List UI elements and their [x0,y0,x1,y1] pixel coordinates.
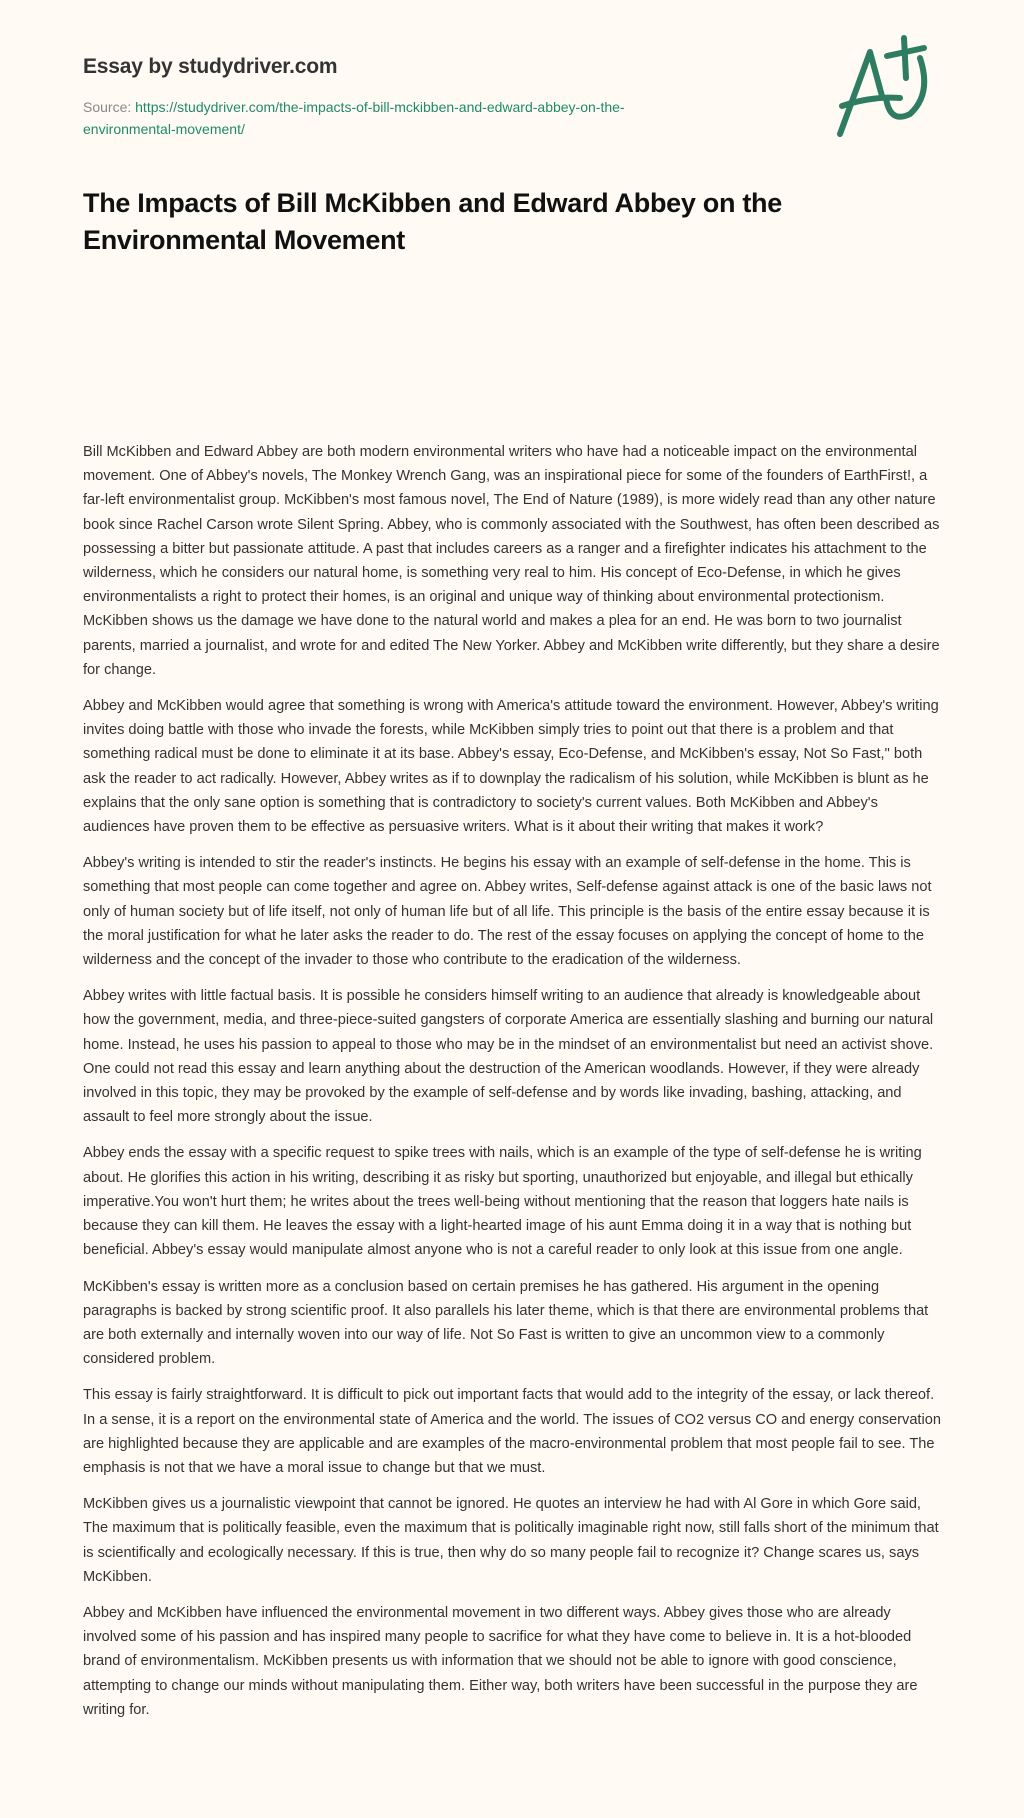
paragraph: Abbey and McKibben have influenced the environmental movement in two different ways. Abbey gives those who are already involved some of his passion and has inspired many people to sacrifice for what they have come to believe in. It is a hot-blooded brand of environmentalism. McKibben presents us with information that we should not be able to ignore with good conscience, attempting to change our minds without manipulating them. Either way, both writers have been successful in the purpose they are writing for. [83,1604,918,1718]
paragraph: McKibben gives us a journalistic viewpoint that cannot be ignored. He quotes an interview he had with Al Gore in which Gore said, The maximum that is politically feasible, even the maximum that is politically imaginable right now, still falls short of the minimum that is scientifically and ecologically necessary. If this is true, then why do so many people fail to recognize it? Change scares us, says McKibben. [83,1496,939,1585]
site-title: Essay by studydriver.com [83,55,338,78]
essay-body [83,140,941,1722]
paragraph: Abbey writes with little factual basis. It is possible he considers himself writing to an audience that already is knowledgeable about how the government, media, and three-piece-suited gangsters of corporate America are essentially slashing and burning our natural home. Instead, he uses his passion to appeal to those who may be in the mindset of an environmentalist but need an activist shove. One could not read this essay and learn anything about the destruction of the American woodlands. However, if they were already involved in this topic, they may be provoked by the example of self-defense and by words like invading, bashing, attacking, and assault to feel more strongly about the issue. [83,988,934,1126]
paragraph: Abbey ends the essay with a specific request to spike trees with nails, which is an example of the type of self-defense he is writing about. He glorifies this action in his writing, describing it as risky but sporting, unauthorized but enjoyable, and illegal but ethically imperative.You won't hurt them; he writes about the trees well-being without mentioning that the reason that loggers hate nails is because they can kill them. He leaves the essay with a light-hearted image of his aunt Emma doing it in a way that is nothing but beneficial. Abbey's essay would manipulate almost anyone who is not a careful reader to only look at this issue from one angle. [83,1145,922,1259]
essay-title: The Impacts of Bill McKibben and Edward Abbey on the Environmental Movement [83,188,782,255]
paragraph: Abbey and McKibben would agree that something is wrong with America's attitude toward the environment. However, Abbey's writing invites doing battle with those who invade the forests, while McKibben simply tries to point out that there is a problem and that something radical must be done to eliminate it at its base. Abbey's essay, Eco-Defense, and McKibben's essay, Not So Fast," both ask the reader to act radically. However, Abbey writes as if to downplay the radicalism of his solution, while McKibben is blunt as he explains that the only sane option is something that is contradictory to society's current values. Both McKibben and Abbey's audiences have proven them to be effective as persuasive writers. What is it about their writing that makes it work? [83,698,939,836]
source-label: Source: [83,99,136,115]
source-link[interactable]: https://studydriver.com/the-impacts-of-bill-mckibben-and-edward-abbey-on-the-environmental-movement/ [83,99,625,137]
a-plus-logo-icon [832,34,932,144]
paragraph: This essay is fairly straightforward. It is difficult to pick out important facts that would add to the integrity of the essay, or lack thereof. In a sense, it is a report on the environmental state of America and the world. The issues of CO2 versus CO and energy conservation are highlighted because they are applicable and are examples of the macro-environmental problem that most people fail to see. The emphasis is not that we have a moral issue to change but that we must. [83,1387,941,1476]
paragraph: Abbey's writing is intended to stir the reader's instincts. He begins his essay with an example of self-defense in the home. This is something that most people can come together and agree on. Abbey writes, Self-defense against attack is one of the basic laws not only of human society but of life itself, not only of human life but of all life. This principle is the basis of the entire essay because it is the moral justification for what he later asks the reader to do. The rest of the essay focuses on applying the concept of home to the wilderness and the concept of the invader to those who contribute to the eradication of the wilderness. [83,855,932,969]
paragraph: McKibben's essay is written more as a conclusion based on certain premises he has gathered. His argument in the opening paragraphs is backed by strong scientific proof. It also parallels his later theme, which is that there are environmental problems that are both externally and internally woven into our way of life. Not So Fast is written to give an uncommon view to a commonly considered problem. [83,1278,929,1368]
source-line [83,96,643,140]
paragraph: Bill McKibben and Edward Abbey are both modern environmental writers who have had a noticeable impact on the environmental movement. One of Abbey's novels, The Monkey Wrench Gang, was an inspirational piece for some of the founders of EarthFirst!, a far-left environmentalist group. McKibben's most famous novel, The End of Nature (1989), is more widely read than any other nature book since Rachel Carson wrote Silent Spring. Abbey, who is commonly associated with the Southwest, has often been described as possessing a bitter but passionate attitude. A past that includes careers as a ranger and a firefighter indicates his attachment to the wilderness, which he considers our natural home, is something very real to him. His concept of Eco-Defense, in which he gives environmentalists a right to protect their homes, is an original and unique way of thinking about environmental protectionism. McKibben shows us the damage we have done to the natural world and makes a plea for an end. He was born to two journalist parents, married a journalist, and wrote for and edited The New Yorker. Abbey and McKibben write differently, but they share a desire for change. [83,444,940,678]
